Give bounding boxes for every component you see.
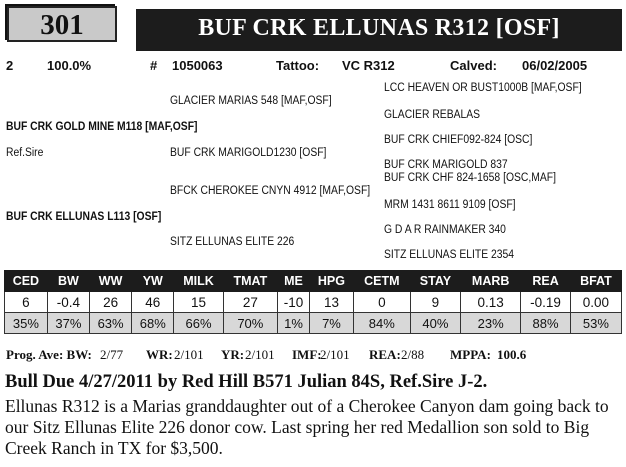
pedigree-sire: BUF CRK GOLD MINE M118 [MAF,OSF] <box>6 121 198 133</box>
pedigree-dd-dam: SITZ ELLUNAS ELITE 2354 <box>384 249 515 261</box>
epd-header-cell: ME <box>278 271 310 292</box>
epd-header-cell: STAY <box>410 271 460 292</box>
epd-value-cell: 0.00 <box>570 292 621 313</box>
epd-value-cell: 15 <box>174 292 223 313</box>
tattoo-value: VC R312 <box>342 58 395 73</box>
pedigree-sd-sire: BUF CRK CHIEF092-824 [OSC] <box>384 134 533 146</box>
epd-value-cell: -0.19 <box>521 292 571 313</box>
pedigree-dam-dam: SITZ ELLUNAS ELITE 226 <box>170 236 295 248</box>
prog-mppa-label: MPPA: <box>450 347 491 362</box>
pedigree-dam: BUF CRK ELLUNAS L113 [OSF] <box>6 211 162 223</box>
pedigree-ds-dam: MRM 1431 8611 9109 [OSF] <box>384 199 516 211</box>
epd-value-cell: 26 <box>89 292 131 313</box>
epd-header-cell: WW <box>89 271 131 292</box>
epd-accuracy-cell: 37% <box>47 313 89 334</box>
pedigree-dam-sire: BFCK CHEROKEE CNYN 4912 [MAF,OSF] <box>170 185 371 197</box>
lot-number: 301 <box>40 9 84 41</box>
epd-value-cell: 6 <box>5 292 48 313</box>
animal-name: BUF CRK ELLUNAS R312 [OSF] <box>198 15 560 41</box>
prog-rea-label: REA: <box>369 347 401 362</box>
title-bar <box>136 9 622 51</box>
epd-value-row <box>5 292 622 313</box>
pedigree-dd-sire: G D A R RAINMAKER 340 <box>384 224 506 236</box>
epd-header-cell: YW <box>132 271 174 292</box>
epd-value-cell: 27 <box>223 292 277 313</box>
pedigree-sire-note: Ref.Sire <box>6 147 44 159</box>
epd-header-cell: REA <box>521 271 571 292</box>
epd-accuracy-cell: 84% <box>353 313 410 334</box>
info-field-2: 100.0% <box>47 58 92 73</box>
prog-yr: 2/101 <box>245 347 275 362</box>
epd-header-cell: BW <box>47 271 89 292</box>
prog-yr-label: YR: <box>221 347 245 362</box>
pedigree-ds-sire: BUF CRK CHF 824-1658 [OSC,MAF] <box>384 172 556 184</box>
lot-description: Ellunas R312 is a Marias granddaughter out of a Cherokee Canyon dam going back to our Sitz Ellunas Elite 226 donor cow. Last spring her red Medallion son sold to Big Creek Ranch in TX for $3,500. <box>5 396 609 458</box>
epd-header-cell: MARB <box>461 271 521 292</box>
tattoo-label: Tattoo: <box>276 58 320 73</box>
pedigree-sire-sire: GLACIER MARIAS 548 [MAF,OSF] <box>170 95 332 107</box>
epd-header-cell: CED <box>5 271 48 292</box>
prog-imf: 2/101 <box>320 347 350 362</box>
epd-accuracy-row <box>5 313 622 334</box>
epd-header-cell: HPG <box>310 271 354 292</box>
epd-value-cell: 0.13 <box>461 292 521 313</box>
pedigree-sd-dam: BUF CRK MARIGOLD 837 <box>384 159 508 171</box>
lot-number-box <box>7 6 117 42</box>
calved-label: Calved: <box>450 58 497 73</box>
epd-header-cell: TMAT <box>223 271 277 292</box>
prog-mppa: 100.6 <box>497 347 527 362</box>
epd-accuracy-cell: 7% <box>310 313 354 334</box>
epd-accuracy-cell: 68% <box>132 313 174 334</box>
prog-imf-label: IMF: <box>292 347 322 362</box>
epd-value-cell: 0 <box>353 292 410 313</box>
reg-number: 1050063 <box>172 58 223 73</box>
epd-header-cell: BFAT <box>570 271 621 292</box>
pedigree-ss-dam: GLACIER REBALAS <box>384 109 481 121</box>
epd-accuracy-cell: 88% <box>521 313 571 334</box>
epd-header-row <box>5 271 622 292</box>
epd-header-cell: CETM <box>353 271 410 292</box>
epd-accuracy-cell: 1% <box>278 313 310 334</box>
prog-wr: 2/101 <box>174 347 204 362</box>
epd-accuracy-cell: 53% <box>570 313 621 334</box>
calved-value: 06/02/2005 <box>522 58 588 73</box>
epd-value-cell: 13 <box>310 292 354 313</box>
epd-accuracy-cell: 66% <box>174 313 223 334</box>
epd-value-cell: -10 <box>278 292 310 313</box>
prog-bw: 2/77 <box>100 347 124 362</box>
epd-accuracy-cell: 23% <box>461 313 521 334</box>
prog-wr-label: WR: <box>146 347 173 362</box>
prog-rea: 2/88 <box>401 347 425 362</box>
epd-value-cell: -0.4 <box>47 292 89 313</box>
epd-value-cell: 9 <box>410 292 460 313</box>
epd-header-cell: MILK <box>174 271 223 292</box>
prog-bw-label: Prog. Ave: BW: <box>6 347 92 362</box>
epd-accuracy-cell: 70% <box>223 313 277 334</box>
reg-label: # <box>150 58 158 73</box>
epd-table <box>4 270 622 334</box>
pedigree-sire-dam: BUF CRK MARIGOLD1230 [OSF] <box>170 147 327 159</box>
info-field-1: 2 <box>6 58 14 73</box>
pedigree-ss-sire: LCC HEAVEN OR BUST1000B [MAF,OSF] <box>384 82 582 94</box>
epd-accuracy-cell: 40% <box>410 313 460 334</box>
lot-headline: Bull Due 4/27/2011 by Red Hill B571 Julian 84S, Ref.Sire J-2. <box>5 372 488 392</box>
epd-accuracy-cell: 63% <box>89 313 131 334</box>
epd-accuracy-cell: 35% <box>5 313 48 334</box>
epd-value-cell: 46 <box>132 292 174 313</box>
